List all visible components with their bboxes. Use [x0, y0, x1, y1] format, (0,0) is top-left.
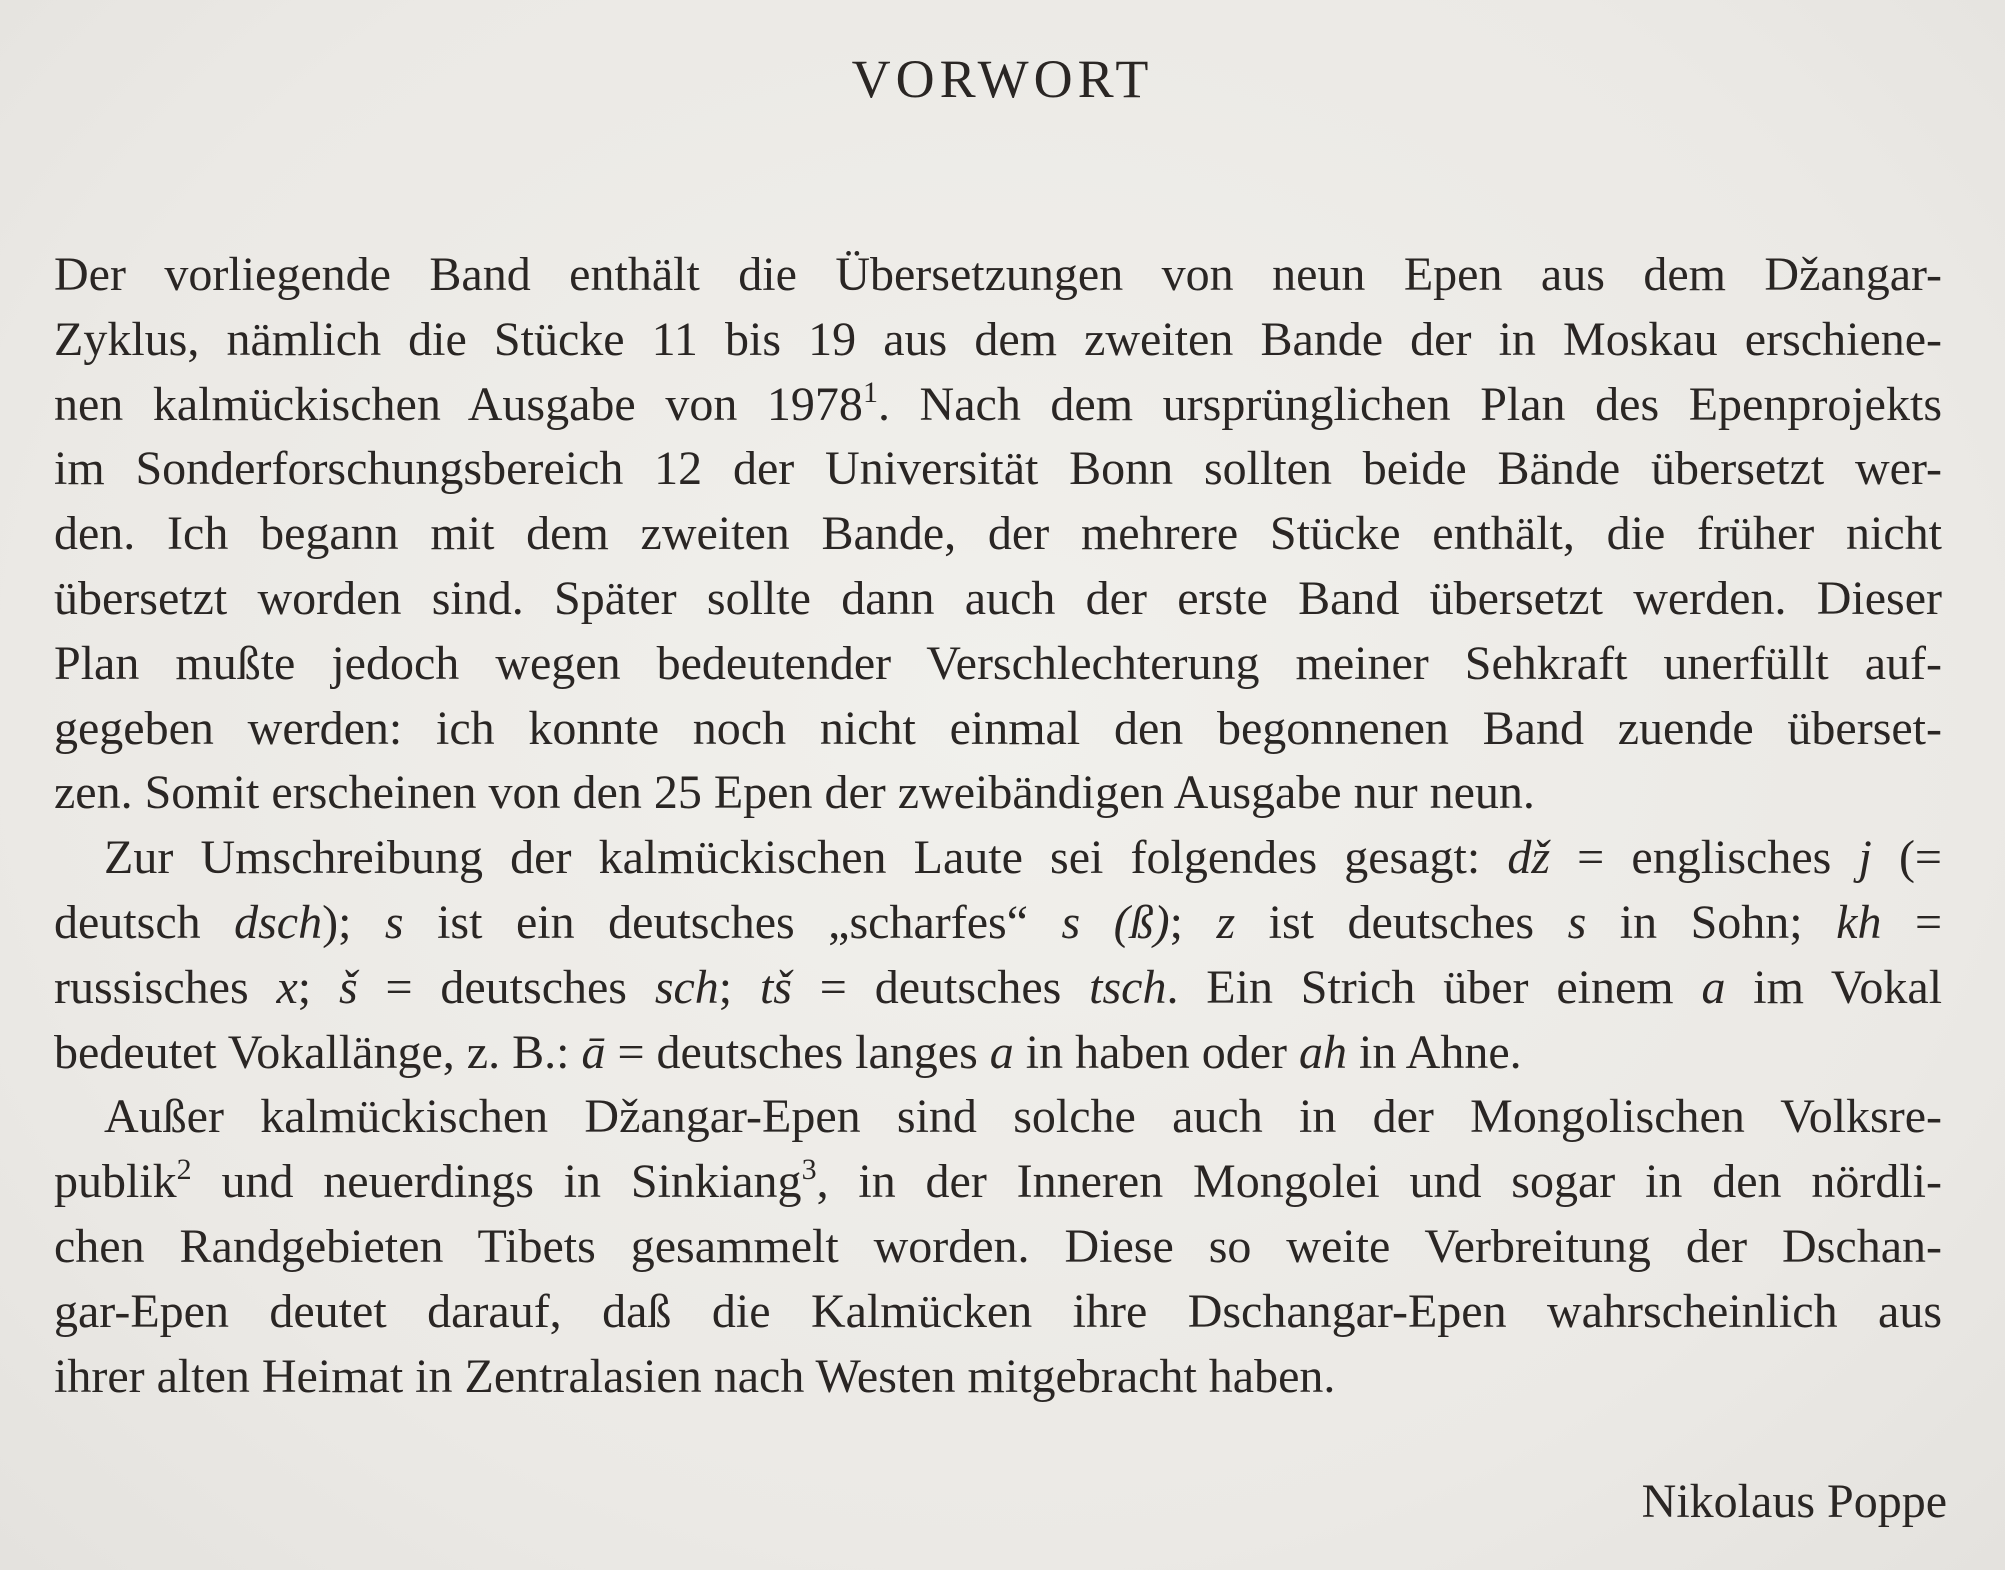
italic-term: š [338, 960, 358, 1014]
text-segment: publik [54, 1155, 177, 1209]
text-segment: Außer kalmückischen Džangar-Epen sind solche auch in der Mongolischen Volksre- [104, 1090, 1942, 1144]
text-segment: ihrer alten Heimat in Zentralasien nach Westen mitgebracht haben. [54, 1349, 1336, 1403]
footnote-marker-3[interactable]: 3 [801, 1153, 817, 1187]
text-segment: (= [1871, 831, 1943, 885]
page-title: VORWORT [851, 49, 1154, 109]
paragraph-2 [54, 826, 1942, 1085]
text-segment: = deutsches [791, 960, 1090, 1014]
italic-term: ah [1298, 1025, 1347, 1079]
text-segment: gar-Epen deutet darauf, daß die Kalmücken ihre Dschangar-Epen wahrscheinlich aus [54, 1284, 1942, 1338]
text-segment: ; [718, 960, 760, 1014]
text-segment: Zyklus, nämlich die Stücke 11 bis 19 aus dem zweiten Bande der in Moskau erschiene- [54, 312, 1942, 366]
italic-term: sch [654, 960, 719, 1014]
italic-term: kh [1836, 895, 1882, 949]
italic-term: s [384, 895, 404, 949]
text-segment: ); [322, 895, 385, 949]
italic-term: s (ß) [1061, 895, 1170, 949]
italic-term: a [1701, 960, 1726, 1014]
italic-term: z [1216, 895, 1236, 949]
text-line [54, 567, 1942, 632]
text-segment: in haben oder [1013, 1025, 1299, 1079]
text-segment: übersetzt worden sind. Später sollte dann auch der erste Band übersetzt werden. Dieser [54, 571, 1942, 625]
text-segment: ; [1169, 895, 1217, 949]
text-line [54, 761, 1942, 826]
text-segment: in Ahne. [1346, 1025, 1522, 1079]
text-line [54, 373, 1942, 438]
text-segment: Plan mußte jedoch wegen bedeutender Verschlechterung meiner Sehkraft unerfüllt auf- [54, 636, 1942, 690]
text-line [54, 826, 1942, 891]
text-segment: bedeutet Vokallänge, z. B.: [54, 1025, 582, 1079]
text-line [54, 502, 1942, 567]
italic-term: j [1858, 831, 1872, 885]
italic-term: a [989, 1025, 1014, 1079]
text-segment: im Sonderforschungsbereich 12 der Universität Bonn sollten beide Bände übersetzt wer- [54, 442, 1942, 496]
text-segment: . Ein Strich über einem [1166, 960, 1702, 1014]
text-line [54, 632, 1942, 697]
text-segment: russisches [54, 960, 277, 1014]
text-segment: ; [297, 960, 339, 1014]
paragraph-3 [54, 1085, 1942, 1409]
paragraph-1 [54, 243, 1942, 826]
text-line [54, 697, 1942, 762]
italic-term: tš [759, 960, 792, 1014]
text-segment: = englisches [1550, 831, 1859, 885]
text-segment: gegeben werden: ich konnte noch nicht einmal den begonnenen Band zuende überset- [54, 701, 1942, 755]
italic-term: s [1567, 895, 1587, 949]
text-segment: Zur Umschreibung der kalmückischen Laute sei folgendes gesagt: [104, 831, 1508, 885]
author-signature: Nikolaus Poppe [1641, 1475, 1947, 1528]
footnote-marker-1[interactable]: 1 [862, 375, 878, 409]
text-line [54, 1280, 1942, 1345]
text-segment: = [1881, 895, 1943, 949]
italic-term: tsch [1089, 960, 1167, 1014]
text-segment: ist deutsches [1235, 895, 1568, 949]
text-segment: den. Ich begann mit dem zweiten Bande, der mehrere Stücke enthält, die früher nicht [54, 507, 1942, 561]
text-line [54, 891, 1942, 956]
text-segment: nen kalmückischen Ausgabe von 1978 [54, 377, 863, 431]
text-segment: und neuerdings in Sinkiang [191, 1155, 802, 1209]
italic-term: dž [1507, 831, 1551, 885]
text-line [54, 956, 1942, 1021]
text-segment: . Nach dem ursprünglichen Plan des Epenprojekts [877, 377, 1942, 431]
text-segment: zen. Somit erscheinen von den 25 Epen der zweibändigen Ausgabe nur neun. [54, 766, 1535, 820]
text-segment: chen Randgebieten Tibets gesammelt worden. Diese so weite Verbreitung der Dschan- [54, 1219, 1942, 1273]
text-segment: Der vorliegende Band enthält die Übersetzungen von neun Epen aus dem Džangar- [54, 248, 1942, 301]
text-segment: , in der Inneren Mongolei und sogar in den nördli- [816, 1155, 1943, 1209]
italic-term: dsch [234, 895, 323, 949]
text-line [54, 243, 1942, 308]
text-line [54, 308, 1942, 373]
text-segment: = deutsches [357, 960, 655, 1014]
text-segment: im Vokal [1725, 960, 1943, 1014]
text-line [54, 1215, 1942, 1280]
text-line [54, 437, 1942, 502]
text-line [54, 1150, 1942, 1215]
text-line [54, 1085, 1942, 1150]
italic-term: x [276, 960, 298, 1014]
italic-term: ā [581, 1025, 606, 1079]
footnote-marker-2[interactable]: 2 [176, 1153, 192, 1187]
preface-body [54, 243, 1942, 1409]
text-segment: ist ein deutsches „scharfes“ [403, 895, 1062, 949]
text-segment: in Sohn; [1586, 895, 1837, 949]
text-line [54, 1021, 1942, 1086]
text-segment: = deutsches langes [605, 1025, 990, 1079]
text-segment: deutsch [54, 895, 235, 949]
text-line [54, 1345, 1942, 1410]
